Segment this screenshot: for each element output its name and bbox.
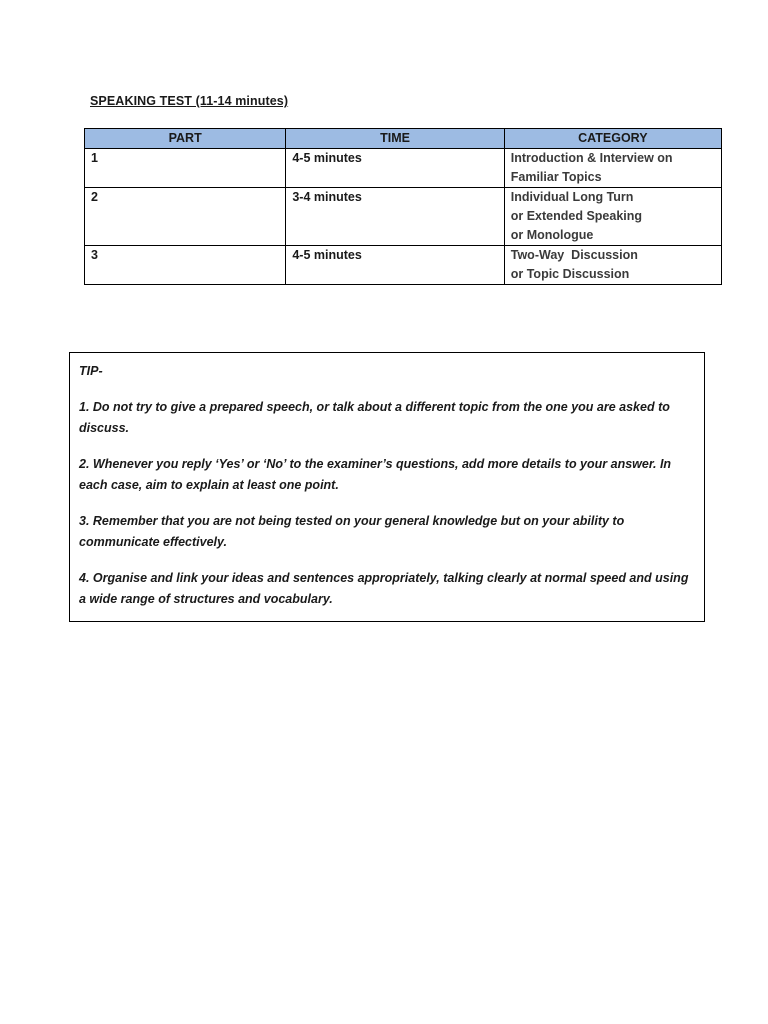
table-row <box>85 149 722 188</box>
header-category: CATEGORY <box>504 129 721 149</box>
cell-part: 2 <box>85 188 286 246</box>
category-line: Individual Long Turn <box>510 190 634 204</box>
cell-part: 1 <box>85 149 286 188</box>
category-line: Introduction & Interview on <box>510 151 673 165</box>
table-header-row <box>85 129 722 149</box>
tip-box <box>69 352 705 622</box>
cell-category <box>504 246 721 285</box>
category-line: or Topic Discussion <box>510 267 630 281</box>
tip-item: 2. Whenever you reply ‘Yes’ or ‘No’ to the examiner’s questions, add more details to your answer. In each case, aim to explain at least one point. <box>79 457 672 492</box>
tip-item: 1. Do not try to give a prepared speech, or talk about a different topic from the one you are asked to discuss. <box>79 400 670 435</box>
cell-part: 3 <box>85 246 286 285</box>
tip-item: 4. Organise and link your ideas and sentences appropriately, talking clearly at normal speed and using a wide range of structures and vocabulary. <box>79 571 689 606</box>
category-line: Two-Way Discussion <box>510 248 638 262</box>
cell-time: 3-4 minutes <box>286 188 504 246</box>
cell-category <box>504 149 721 188</box>
header-part: PART <box>85 129 286 149</box>
category-line: or Monologue <box>510 228 594 242</box>
category-line: or Extended Speaking <box>510 209 643 223</box>
cell-time: 4-5 minutes <box>286 246 504 285</box>
tip-item: 3. Remember that you are not being tested on your general knowledge but on your ability to communicate effectively. <box>79 514 625 549</box>
cell-category <box>504 188 721 246</box>
header-time: TIME <box>286 129 504 149</box>
category-line: Familiar Topics <box>510 170 602 184</box>
tip-title: TIP- <box>79 364 103 378</box>
table-row <box>85 246 722 285</box>
speaking-test-table <box>84 128 722 285</box>
table-row <box>85 188 722 246</box>
page-title: SPEAKING TEST (11-14 minutes) <box>90 94 289 108</box>
cell-time: 4-5 minutes <box>286 149 504 188</box>
